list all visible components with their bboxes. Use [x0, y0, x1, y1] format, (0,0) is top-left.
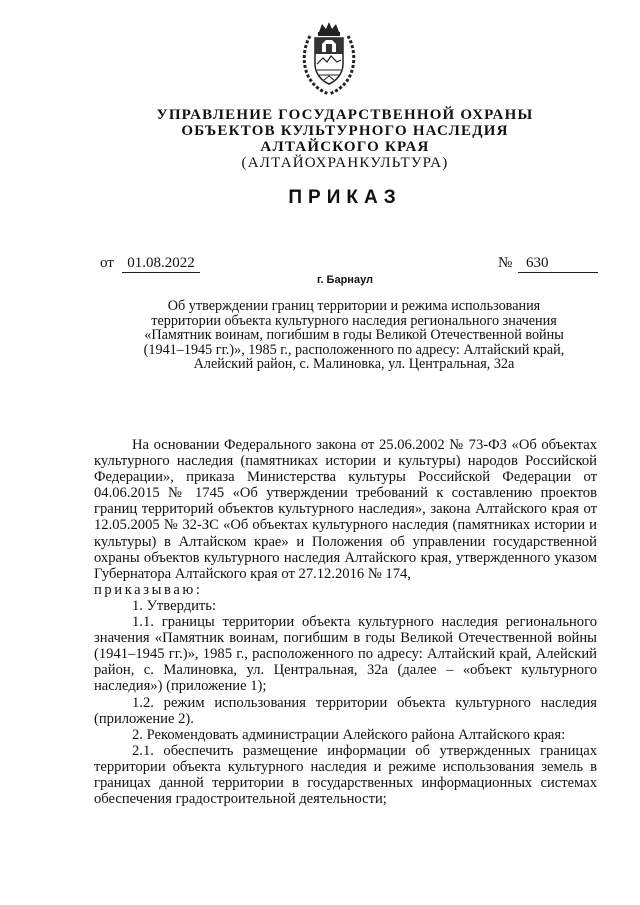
preamble-paragraph: На основании Федерального закона от 25.06.2002 № 73-ФЗ «Об объектах культурного наследия (памятниках истории и культуры) народов Российской Федерации», приказа Министерства культуры Российской Федерации от 04.06.2015 № 1745 «Об утверждении требований к составлению проектов границ территорий объектов культурного наследия», закона Алтайского края от 12.05.2005 № 32-ЗС «Об объектах культурного наследия (памятниках истории и культуры) в Алтайском крае» и Положения об управлении государственной охраны объектов культурного наследия Алтайского края, утвержденного указом Губернатора Алтайского края от 27.12.2016 № 174, — [94, 437, 597, 582]
item-1-1: 1.1. границы территории объекта культурного наследия регионального значения «Памятник воинам, погибшим в годы Великой Отечественной войны (1941–1945 гг.)», 1985 г., расположенного по адресу: Алтайский край, Алейский район, с. Малиновка, ул. Центральная, 32а (далее – «объект культурного наследия») (приложение 1); — [94, 614, 597, 695]
order-word-paragraph — [94, 582, 597, 598]
organization-name-line-3: АЛТАЙСКОГО КРАЯ — [260, 139, 430, 155]
document-meta-row — [0, 255, 640, 275]
date-prefix: от — [100, 255, 114, 271]
organization-name-line-1: УПРАВЛЕНИЕ ГОСУДАРСТВЕННОЙ ОХРАНЫ — [156, 107, 534, 123]
item-2: 2. Рекомендовать администрации Алейского района Алтайского края: — [132, 726, 566, 743]
organization-abbreviation: (АЛТАЙОХРАНКУЛЬТУРА) — [241, 155, 449, 171]
document-number: 630 — [518, 255, 598, 273]
number-prefix: № — [498, 255, 513, 271]
organization-name-line-2: ОБЪЕКТОВ КУЛЬТУРНОГО НАСЛЕДИЯ — [181, 123, 509, 139]
document-subject: Об утверждении границ территории и режима использования территории объекта культурного наследия регионального значения «Памятник воинам, погибшим в годы Великой Отечественной войны (1941–1945 гг.)», 1985 г., расположенного по адресу: Алтайский край, Алейский район, с. Малиновка, ул. Центральная, 32а — [143, 298, 565, 372]
document-city: г. Барнаул — [316, 274, 374, 286]
document-date: 01.08.2022 — [122, 255, 200, 273]
item-2-1: 2.1. обеспечить размещение информации об утвержденных границах территории объекта культурного наследия и режиме использования земель в границах данной территории в государственных информационных системах обеспечения градостроительной деятельности; — [94, 742, 597, 808]
item-1-2: 1.2. режим использования территории объекта культурного наследия (приложение 2). — [94, 694, 597, 727]
coat-of-arms-emblem — [300, 20, 358, 96]
item-1: 1. Утвердить: — [132, 597, 217, 614]
document-body — [94, 437, 597, 807]
order-word: приказываю: — [94, 581, 203, 598]
document-type-title: ПРИКАЗ — [288, 187, 402, 208]
